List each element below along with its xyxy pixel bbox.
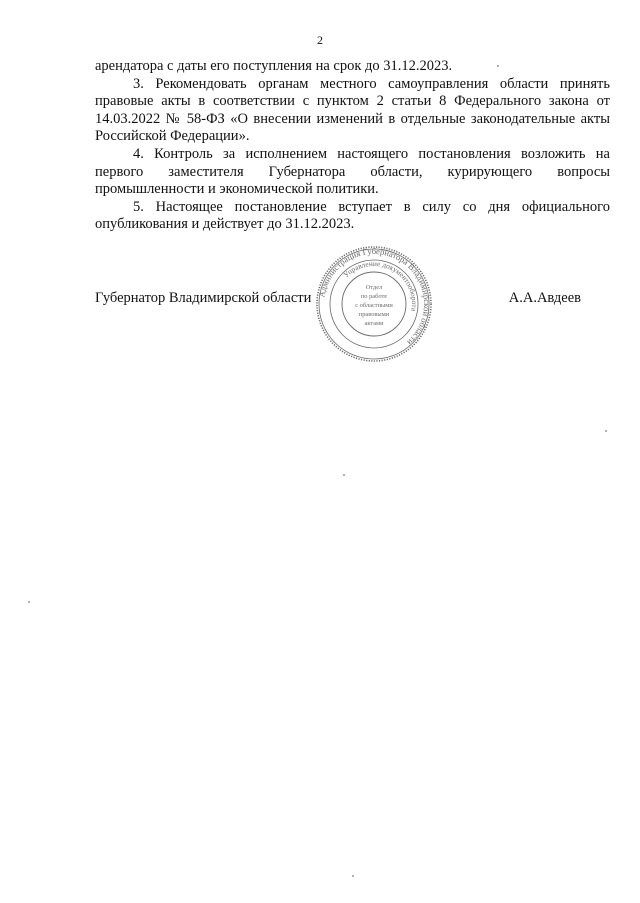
scan-speck (28, 601, 30, 603)
scan-speck (605, 430, 607, 432)
paragraph-item-5: 5. Настоящее постановление вступает в силу со дня официального опубликования и действует до 31.12.2023. (95, 198, 610, 233)
scan-speck (352, 875, 354, 877)
signer-name: А.А.Авдеев (508, 290, 581, 306)
page-number: 2 (317, 33, 323, 47)
signature-block (95, 290, 610, 310)
scan-speck (343, 474, 345, 476)
paragraph-item-4: 4. Контроль за исполнением настоящего постановления возложить на первого заместителя Губернатора области, курирующего вопросы промышленности и экономической политики. (95, 145, 610, 198)
seal-center-line-5: актами (364, 320, 384, 327)
seal-center-line-2: по работе (360, 293, 388, 300)
seal-center-line-4: правовыми (358, 311, 390, 318)
scan-speck (497, 65, 499, 67)
seal-center-line-3: с областными (355, 302, 393, 309)
seal-outer-text: Администрация Губернатора Владимирской области (316, 245, 433, 348)
paragraph-item-3: 3. Рекомендовать органам местного самоуправления области принять правовые акты в соответствии с пунктом 2 статьи 8 Федерального закона от 14.03.2022 № 58-ФЗ «О внесении изменений в отдельные законодательные акты Российской Федерации». (95, 75, 610, 145)
seal-center-line-1: Отдел (365, 284, 383, 291)
signer-title: Губернатор Владимирской области (95, 290, 312, 306)
paragraph-continuation: арендатора с даты его поступления на срок до 31.12.2023. (95, 58, 453, 74)
seal-ring-text: Управление документооборота (341, 258, 420, 312)
document-body (95, 58, 610, 234)
